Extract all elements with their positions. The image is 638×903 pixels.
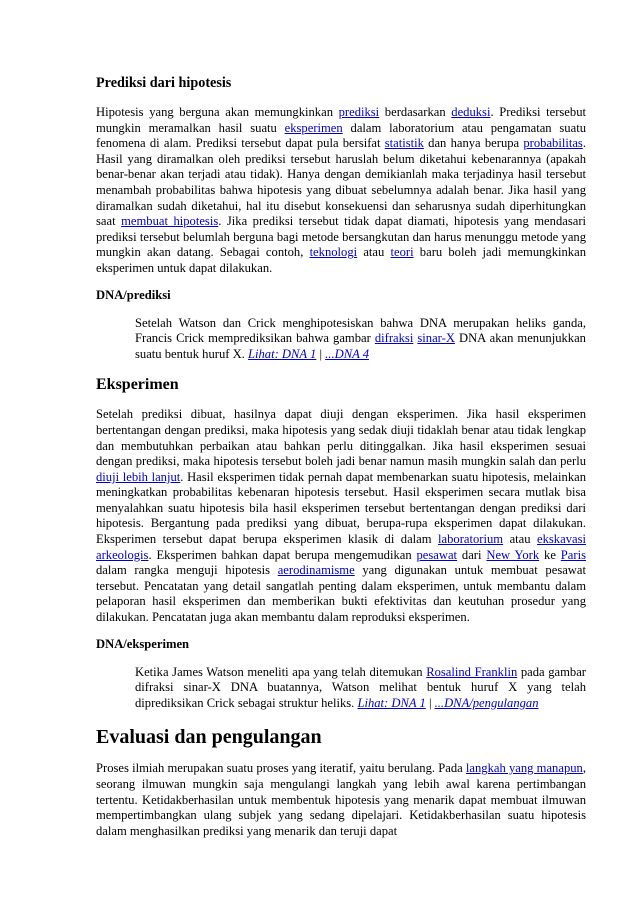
text-run: berdasarkan xyxy=(379,105,452,119)
inline-link[interactable]: ...DNA 4 xyxy=(325,346,370,361)
inline-link[interactable]: arkeologis xyxy=(96,547,149,562)
inline-link[interactable]: New York xyxy=(486,547,540,562)
text-run: dari xyxy=(457,547,487,562)
paragraph-evaluasi xyxy=(96,761,586,839)
inline-link[interactable]: Lihat: DNA 1 xyxy=(247,346,317,361)
text-run: Setelah prediksi dibuat, hasilnya dapat diuji dengan eksperimen. Jika hasil eksperimen bertentangan dengan prediksi, maka hipotesis yang sedak diuji tidaklah benar atau tidak lengkap dan membutuhkan perbaikan atau bahkan perlu ditinggalkan. Jika hasil eksperimen sesuai dengan prediksi, maka hipotesis tersebut boleh jadi benar namun masih mungkin salah dan perlu xyxy=(96,407,586,469)
inline-link[interactable]: Rosalind Franklin xyxy=(426,664,518,679)
inline-link[interactable]: laboratorium xyxy=(438,532,504,547)
paragraph-eksperimen xyxy=(96,407,586,625)
text-run: . Jika prediksi tersebut tidak dapat diamati, hipotesis yang mendasari prediksi tersebut belumlah berguna bagi metode bersangkutan dan harus menunggu metode yang mungkin akan datang. Sebagai contoh, xyxy=(96,214,587,260)
inline-link[interactable]: deduksi xyxy=(451,105,491,119)
inline-link[interactable]: ...DNA/pengulangan xyxy=(434,695,539,710)
text-run: baru boleh jadi memungkinkan eksperimen untuk dapat dilakukan. xyxy=(96,245,586,275)
inline-link[interactable]: pesawat xyxy=(416,547,458,562)
text-run: DNA akan menunjukkan suatu bentuk huruf X. xyxy=(135,331,586,361)
paragraph-prediksi xyxy=(96,105,586,277)
text-run: pada gambar difraksi sinar-X DNA buatannya, Watson melihat bentuk huruf X yang telah diprediksikan Crick sebagai struktur heliks. xyxy=(135,664,586,710)
heading-prediksi: Prediksi dari hipotesis xyxy=(96,75,232,91)
text-run: Proses ilmiah merupakan suatu proses yang iteratif, yaitu berulang. Pada xyxy=(96,761,466,776)
inline-link[interactable]: eksperimen xyxy=(284,120,343,135)
indent-dna-eksperimen xyxy=(135,665,586,712)
text-run: , seorang ilmuwan mungkin saja mengulangi langkah yang lebih awal karena pertimbangan tertentu. Ketidakberhasilan untuk membentuk hipotesis yang menarik dapat membuat ilmuwan mempertimbangkan ulang subjek yang sedang dipelajari. Ketidakberhasilan suatu hipotesis dalam menghasilkan prediksi yang menarik dan teruji dapat xyxy=(96,761,586,838)
inline-link[interactable]: sinar-X xyxy=(417,331,455,346)
inline-link[interactable]: statistik xyxy=(384,136,424,151)
inline-link[interactable]: langkah yang manapun xyxy=(465,761,583,776)
inline-link[interactable]: difraksi xyxy=(374,331,414,346)
text-run: . Prediksi tersebut mungkin meramalkan hasil suatu xyxy=(96,105,586,135)
text-run: . Eksperimen bahkan dapat berupa mengemudikan xyxy=(148,547,417,562)
subheading-dna-prediksi: DNA/prediksi xyxy=(96,287,171,302)
text-run: . Hasil eksperimen tidak pernah dapat membenarkan suatu hipotesis, melainkan meningkatkan probabilitas kebenaran hipotesis tersebut. Hasil eksperimen secara mutlak bisa menyalahkan suatu hipotesis bila hasil eksperimen tersebut bertentangan dengan prediksi dari hipotesis. Bergantung pada prediksi yang dibuat, berupa-rupa eksperimen dapat dilakukan. Eksperimen tersebut dapat berupa eksperimen klasik di dalam xyxy=(96,469,587,547)
document-content xyxy=(96,74,586,849)
inline-link[interactable]: teori xyxy=(390,245,414,260)
text-run: dalam laboratorium atau pengamatan suatu fenomena di alam. Prediksi tersebut dapat pula bersifat xyxy=(96,120,586,151)
inline-link[interactable]: diuji lebih lanjut xyxy=(96,469,181,484)
text-run: Setelah Watson dan Crick menghipotesiskan bahwa DNA merupakan heliks ganda, Francis Crick memprediksikan bahwa gambar xyxy=(135,315,586,346)
inline-link[interactable]: teknologi xyxy=(309,245,358,260)
inline-link[interactable]: Paris xyxy=(560,547,586,562)
inline-link[interactable]: Lihat: DNA 1 xyxy=(357,695,426,710)
text-run: . Hasil yang diramalkan oleh prediksi tersebut haruslah belum diketahui kebenarannya (apakah benar-benar akan terjadi atau tidak). Hanya dengan demikianlah maka terjadinya hasil tersebut menambah probabilitas bahwa hipotesis yang dibuat sebelumnya adalah benar. Jika hasil yang diramalkan sudah diketahui, hal itu disebut konsekuensi dan seharusnya sudah diperhitungkan saat xyxy=(96,136,586,229)
indent-dna-prediksi xyxy=(135,316,586,363)
inline-link[interactable]: probabilitas xyxy=(523,136,583,151)
heading-eksperimen: Eksperimen xyxy=(96,376,179,394)
text-run: atau xyxy=(357,245,391,260)
text-run: yang digunakan untuk membuat pesawat tersebut. Pencatatan yang detail sangatlah penting dalam eksperimen, untuk membantu dalam pelaporan hasil eksperimen dan memberikan bukti efektivitas dan keutuhan prosedur yang dilakukan. Pencatatan juga akan membantu dalam reproduksi eksperimen. xyxy=(96,563,586,625)
inline-link[interactable]: aerodinamisme xyxy=(277,563,355,578)
heading-evaluasi: Evaluasi dan pengulangan xyxy=(96,726,322,749)
text-run: Hipotesis yang berguna akan memungkinkan xyxy=(96,105,339,119)
text-run: dalam rangka menguji hipotesis xyxy=(96,563,278,578)
inline-link[interactable]: prediksi xyxy=(338,105,380,119)
text-run: ke xyxy=(539,547,561,562)
inline-link[interactable]: membuat hipotesis xyxy=(121,214,219,229)
text-run: | xyxy=(425,695,435,710)
text-run: | xyxy=(316,346,326,361)
subheading-dna-eksperimen: DNA/eksperimen xyxy=(96,636,190,651)
text-run: atau xyxy=(503,532,538,547)
inline-link[interactable]: ekskavasi xyxy=(537,532,586,547)
text-run: dan hanya berupa xyxy=(423,136,524,151)
text-run: Ketika James Watson meneliti apa yang telah ditemukan xyxy=(135,664,427,679)
